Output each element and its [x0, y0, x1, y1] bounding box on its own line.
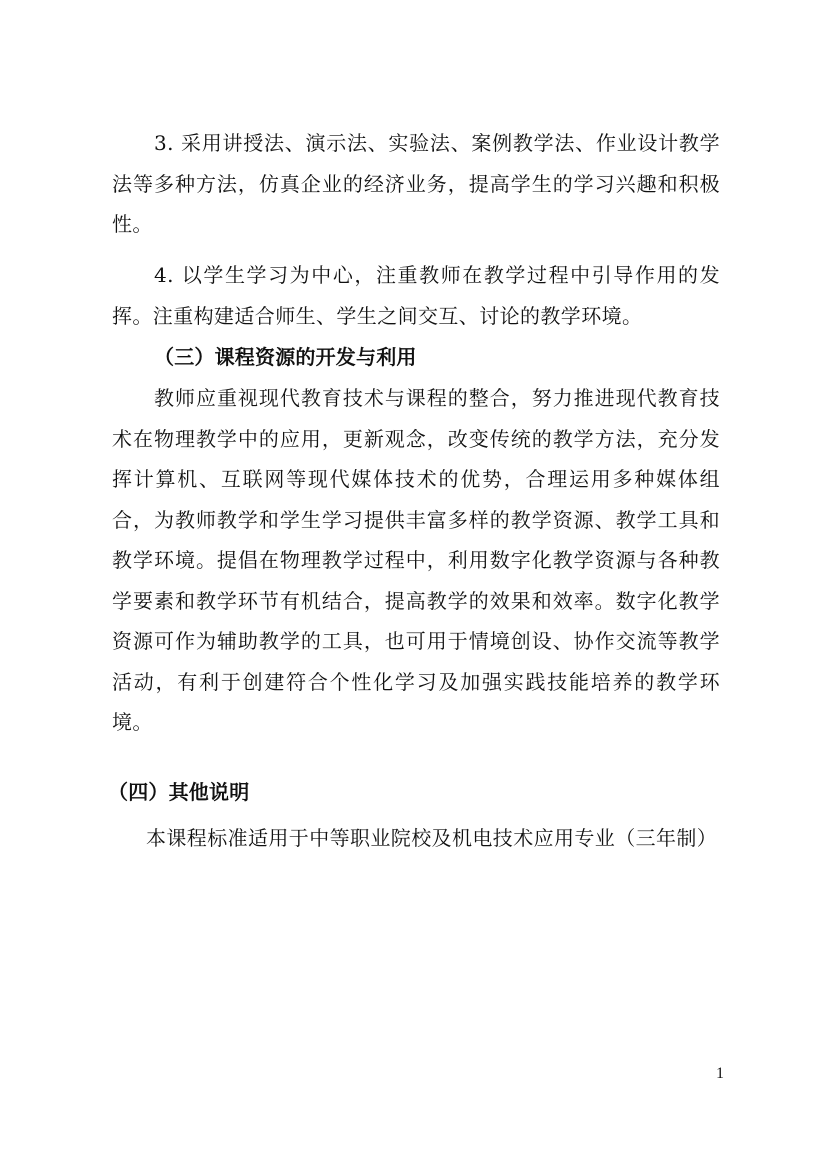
- paragraph-course-resources: 教师应重视现代教育技术与课程的整合，努力推进现代教育技术在物理教学中的应用，更新观念，改变传统的教学方法，充分发挥计算机、互联网等现代媒体技术的优势，合理运用多种媒体组合，为教师教学和学生学习提供丰富多样的教学资源、教学工具和教学环境。提倡在物理教学过程中，利用数字化教学资源与各种教学要素和教学环节有机结合，提高教学的效果和效率。数字化教学资源可作为辅助教学的工具，也可用于情境创设、协作交流等教学活动，有利于创建符合个性化学习及加强实践技能培养的教学环境。: [112, 386, 720, 734]
- paragraph-student-centered: 4. 以学生学习为中心，注重教师在教学过程中引导作用的发挥。注重构建适合师生、学生之间交互、讨论的教学环境。: [112, 263, 720, 328]
- paragraph-other-notes: 本课程标准适用于中等职业院校及机电技术应用专业（三年制）: [146, 826, 718, 850]
- paragraph-teaching-methods: 3. 采用讲授法、演示法、实验法、案例教学法、作业设计教学法等多种方法，仿真企业的经济业务，提高学生的学习兴趣和积极性。: [112, 131, 720, 236]
- section-heading-other-notes: （四）其他说明: [108, 780, 250, 804]
- section-heading-course-resources: （三）课程资源的开发与利用: [154, 345, 417, 369]
- page-number: 1: [716, 1065, 724, 1082]
